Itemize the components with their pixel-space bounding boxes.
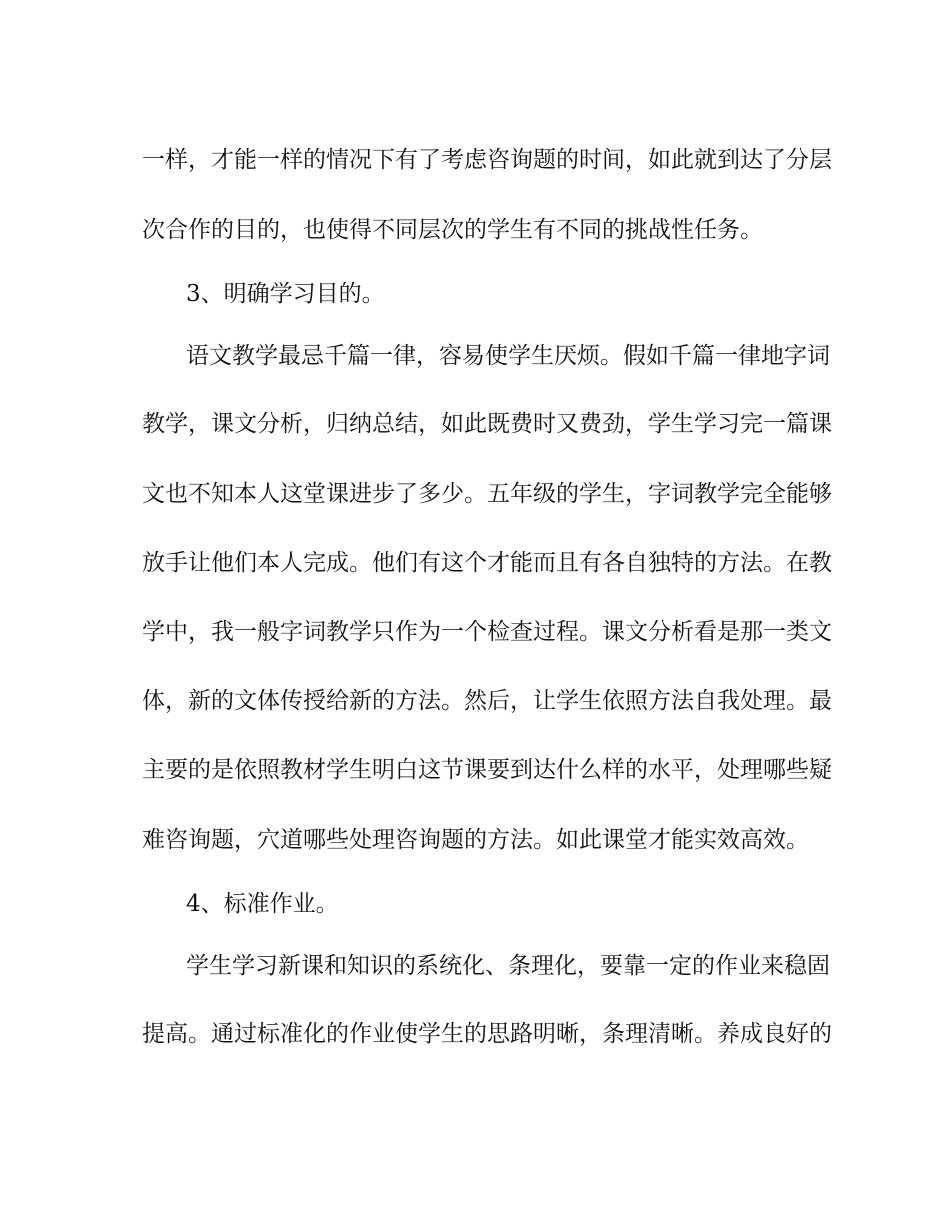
paragraph-line: 放手让他们本人完成。他们有这个才能而且有各自独特的方法。在教: [142, 550, 832, 576]
paragraph-line: 学中，我一般字词教学只作为一个检查过程。课文分析看是那一类文: [142, 619, 832, 645]
paragraph-line: 主要的是依照教材学生明白这节课要到达什么样的水平，处理哪些疑: [142, 757, 832, 783]
section-heading: 4、标准作业。: [186, 891, 339, 917]
paragraph-line: 提高。通过标准化的作业使学生的思路明晰，条理清晰。养成良好的: [142, 1021, 832, 1047]
paragraph-line: 体，新的文体传授给新的方法。然后，让学生依照方法自我处理。最: [142, 688, 832, 714]
paragraph-line: 一样，才能一样的情况下有了考虑咨询题的时间，如此就到达了分层: [142, 147, 832, 173]
paragraph-line: 语文教学最忌千篇一律，容易使学生厌烦。假如千篇一律地字词: [186, 343, 830, 369]
paragraph-line: 教学，课文分析，归纳总结，如此既费时又费劲，学生学习完一篇课: [142, 411, 832, 437]
paragraph-line: 学生学习新课和知识的系统化、条理化，要靠一定的作业来稳固: [186, 953, 830, 979]
section-heading: 3、明确学习目的。: [186, 281, 385, 307]
paragraph-line: 次合作的目的，也使得不同层次的学生有不同的挑战性任务。: [142, 217, 763, 243]
paragraph-line: 文也不知本人这堂课进步了多少。五年级的学生，字词教学完全能够: [142, 481, 832, 507]
paragraph-line: 难咨询题，穴道哪些处理咨询题的方法。如此课堂才能实效高效。: [142, 827, 809, 853]
